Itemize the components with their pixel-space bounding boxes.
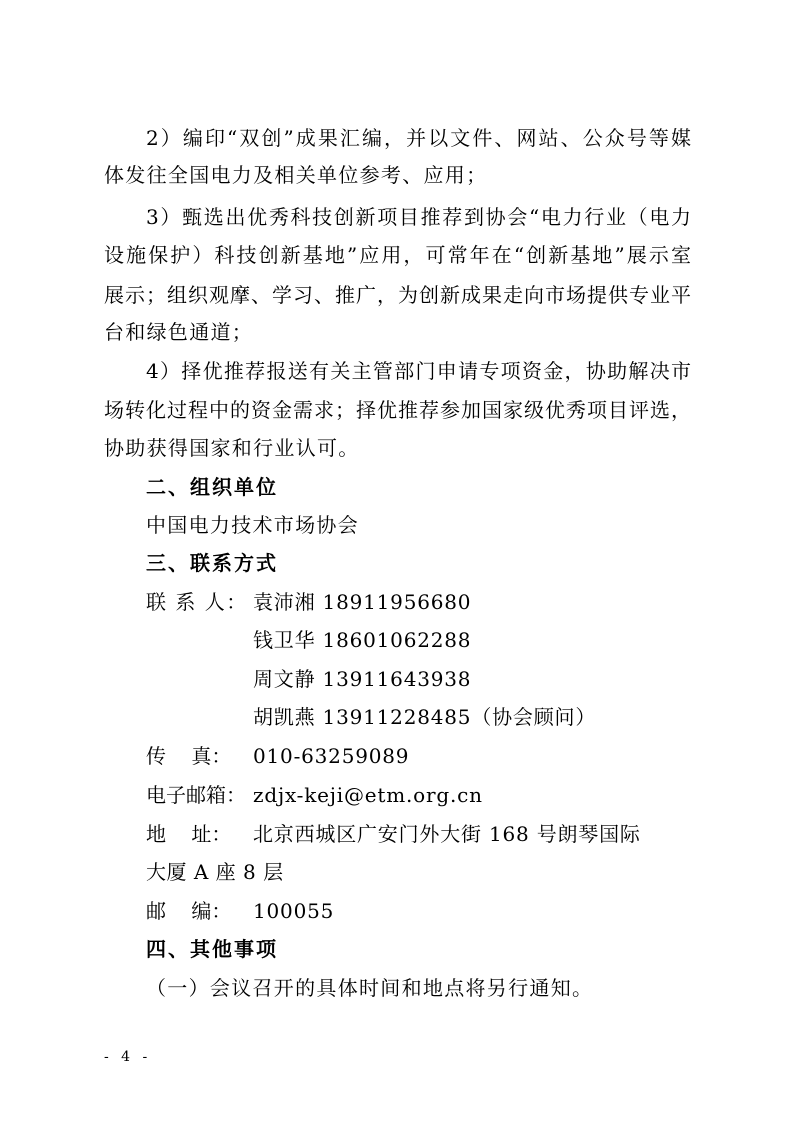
fax-number: 010-63259089: [253, 744, 410, 768]
email-link[interactable]: zdjx-keji@etm.org.cn: [253, 783, 483, 807]
address-label: 地 址：: [146, 822, 232, 846]
paragraph-3-line-2: 设施保护）科技创新基地”应用，可常年在“创新基地”展示室: [104, 243, 691, 267]
contact-3: 周文静 13911643938: [253, 667, 472, 691]
section-4-item-1: （一）会议召开的具体时间和地点将另行通知。: [146, 976, 594, 1000]
contact-4: 胡凯燕 13911228485（协会顾问）: [253, 705, 597, 729]
section-4-heading: 四、其他事项: [146, 937, 278, 961]
paragraph-3-line-3: 展示；组织观摩、学习、推广，为创新成果走向市场提供专业平: [104, 283, 691, 307]
email-label: 电子邮箱：: [146, 783, 246, 807]
postcode-value: 100055: [253, 899, 335, 923]
paragraph-4-line-1: 4）择优推荐报送有关主管部门申请专项资金，协助解决市: [146, 359, 691, 383]
paragraph-4-line-3: 协助获得国家和行业认可。: [104, 436, 360, 460]
fax-label: 传 真：: [146, 744, 232, 768]
paragraph-3-line-4: 台和绿色通道；: [104, 320, 254, 344]
page-number: - 4 -: [104, 1049, 152, 1065]
contact-2: 钱卫华 18601062288: [253, 628, 472, 652]
contact-1: 袁沛湘 18911956680: [253, 590, 472, 614]
paragraph-2-line-1: 2）编印“双创”成果汇编，并以文件、网站、公众号等媒: [146, 126, 691, 150]
paragraph-4-line-2: 场转化过程中的资金需求；择优推荐参加国家级优秀项目评选，: [104, 398, 691, 422]
paragraph-2-line-2: 体发往全国电力及相关单位参考、应用；: [104, 163, 488, 187]
section-2-heading: 二、组织单位: [146, 475, 278, 499]
address-line-2: 大厦 A 座 8 层: [146, 860, 284, 884]
paragraph-3-line-1: 3）甄选出优秀科技创新项目推荐到协会“电力行业（电力: [146, 205, 691, 229]
address-line-1: 北京西城区广安门外大街 168 号朗琴国际: [253, 822, 641, 846]
organizer-name: 中国电力技术市场协会: [146, 513, 359, 537]
postcode-label: 邮 编：: [146, 899, 232, 923]
contact-label: 联 系 人：: [146, 590, 248, 614]
section-3-heading: 三、联系方式: [146, 551, 278, 575]
